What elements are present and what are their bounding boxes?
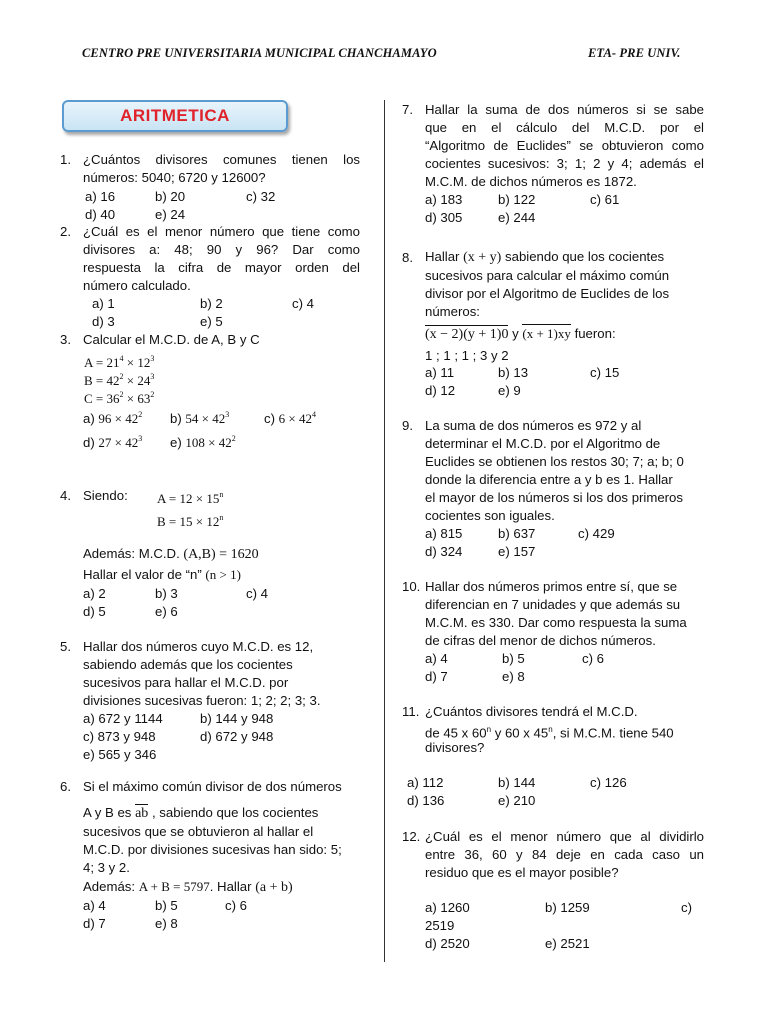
- option-d: d) 7: [425, 669, 448, 684]
- problem-text: Si el máximo común divisor de dos números: [83, 779, 342, 794]
- problem-number: 7.: [402, 102, 413, 117]
- option-c: c) 873 y 948: [83, 729, 156, 744]
- option-e: e) 5: [200, 314, 223, 329]
- option-c: c) 429: [578, 526, 615, 541]
- option-e: e) 244: [498, 210, 536, 225]
- problem-text: diferencian en 7 unidades y que además su: [425, 597, 681, 612]
- option-a: a) 11: [425, 365, 455, 380]
- option-d: d) 40: [85, 207, 116, 222]
- option-d: d) 5: [83, 604, 106, 619]
- option-a: a) 183: [425, 192, 463, 207]
- option-e: e) $108 \times 42^2$: [170, 434, 236, 450]
- option-a: a) 112: [407, 775, 444, 790]
- problem-number: 6.: [60, 779, 71, 794]
- section-title: ARITMETICA: [120, 106, 230, 125]
- problem-number: 3.: [60, 332, 71, 347]
- problem-text: cocientes son iguales.: [425, 508, 555, 523]
- option-e: e) 6: [155, 604, 178, 619]
- option-e: e) 8: [502, 669, 525, 684]
- problem-text: residuo que es el mayor posible?: [425, 865, 619, 880]
- option-e: e) 157: [498, 544, 536, 559]
- option-d: d) 136: [407, 793, 445, 808]
- option-a: a) 1: [92, 296, 115, 311]
- problem-text: Hallar la suma de dos números si se sabe: [425, 102, 704, 117]
- problem-text: M.C.M. es 330. Dar como respuesta la suma: [425, 615, 687, 630]
- problem-text: respuesta la cifra de mayor orden del: [83, 260, 360, 275]
- option-e: e) 24: [155, 207, 186, 222]
- option-e: e) 2521: [545, 936, 590, 951]
- option-b: b) 5: [155, 898, 178, 913]
- option-d: d) 324: [425, 544, 463, 559]
- option-a: a) 16: [85, 189, 116, 204]
- problem-text: de 45 x 60$^n$ y 60 x 45$^n$, si M.C.M. tiene 540: [425, 725, 674, 741]
- option-e: e) 565 y 346: [83, 747, 157, 762]
- problem-text: Hallar dos números cuyo M.C.D. es 12,: [83, 639, 314, 654]
- problem-text: “Algoritmo de Euclides” se obtuvieron como: [425, 138, 704, 153]
- option-b: b) 2: [200, 296, 223, 311]
- option-e: e) 8: [155, 916, 178, 931]
- problem-text: Siendo:: [83, 488, 128, 503]
- problem-text: divisor por el Algoritmo de Euclides de los: [425, 286, 670, 301]
- problem-number: 2.: [60, 224, 71, 239]
- option-e: e) 9: [498, 383, 521, 398]
- problem-number: 11.: [402, 704, 420, 719]
- option-c: c) 4: [246, 586, 268, 601]
- header-institution: CENTRO PRE UNIVERSITARIA MUNICIPAL CHANCHAMAYO: [82, 46, 437, 60]
- option-c: c) $6 \times 42^4$: [264, 410, 317, 426]
- section-title-box: [62, 100, 288, 132]
- option-b: b) 13: [498, 365, 529, 380]
- option-c: c) 61: [590, 192, 620, 207]
- option-a: a) 1260: [425, 900, 470, 915]
- problem-text: divisores?: [425, 740, 485, 755]
- equation-a: $A = 12 \times 15^n$: [157, 490, 224, 506]
- problem-number: 10.: [402, 579, 421, 594]
- problem-text: cocientes sucesivos: 3; 1; 2 y 4; además el: [425, 156, 704, 171]
- problem-text: divisiones sucesivas fueron: 1; 2; 2; 3; 3.: [83, 693, 321, 708]
- option-b: b) 1259: [545, 900, 590, 915]
- problem-text: (x − 2)(y + 1)0 y (x + 1)xy fueron:: [425, 326, 616, 342]
- option-a: a) $96 \times 42^2$: [83, 410, 143, 426]
- problem-number: 5.: [60, 639, 71, 654]
- equation-a: $A = 21^4 \times 12^3$: [84, 354, 155, 370]
- option-b: b) 3: [155, 586, 178, 601]
- problem-text: divisores a: 48; 90 y 96? Dar como: [83, 242, 360, 257]
- problem-text: entre 36, 60 y 84 deje en cada caso un: [425, 847, 704, 862]
- option-c: c) 6: [582, 651, 604, 666]
- option-d: d) 305: [425, 210, 463, 225]
- problem-text: sucesivos para hallar el M.C.D. por: [83, 675, 289, 690]
- problem-text: de cifras del menor de dichos números.: [425, 633, 656, 648]
- equation-b: $B = 15 \times 12^n$: [157, 513, 224, 529]
- option-a: a) 4: [83, 898, 106, 913]
- problem-text: La suma de dos números es 972 y al: [425, 418, 642, 433]
- problem-number: 9.: [402, 418, 413, 433]
- option-b: b) 144: [498, 775, 536, 790]
- problem-text: 4; 3 y 2.: [83, 860, 130, 875]
- option-d: d) 3: [92, 314, 115, 329]
- option-c: c): [681, 900, 692, 915]
- problem-text: ¿Cuántos divisores tendrá el M.C.D.: [425, 704, 638, 719]
- problem-text: Además: M.C.D. (A,B) = 1620: [83, 546, 259, 562]
- problem-text: M.C.M. de dichos números es 1872.: [425, 174, 637, 189]
- option-c: c) 4: [292, 296, 314, 311]
- problem-number: 8.: [402, 250, 413, 265]
- option-b: b) 637: [498, 526, 536, 541]
- option-d: d) 2520: [425, 936, 470, 951]
- option-d: d) $27 \times 42^3$: [83, 434, 143, 450]
- option-c: c) 6: [225, 898, 247, 913]
- option-a: a) 4: [425, 651, 448, 666]
- column-divider: [384, 100, 385, 962]
- problem-text: determinar el M.C.D. por el Algoritmo de: [425, 436, 661, 451]
- problem-text: números:: [425, 304, 480, 319]
- option-b: b) 122: [498, 192, 536, 207]
- option-a: a) 2: [83, 586, 106, 601]
- problem-text: números: 5040; 6720 y 12600?: [83, 170, 266, 185]
- option-a: a) 815: [425, 526, 463, 541]
- header-level: ETA- PRE UNIV.: [588, 46, 681, 60]
- problem-text: Hallar dos números primos entre sí, que se: [425, 579, 678, 594]
- option-c-value: 2519: [425, 918, 455, 933]
- option-b: b) 20: [155, 189, 186, 204]
- problem-text: 1 ; 1 ; 1 ; 3 y 2: [425, 348, 509, 363]
- option-c: c) 32: [246, 189, 276, 204]
- option-b: b) $54 \times 42^3$: [170, 410, 230, 426]
- problem-text: Hallar (x + y) sabiendo que los cocientes: [425, 249, 665, 265]
- option-e: e) 210: [498, 793, 536, 808]
- problem-text: número calculado.: [83, 278, 191, 293]
- problem-text: Hallar el valor de “n” (n > 1): [83, 567, 241, 582]
- option-d: d) 672 y 948: [200, 729, 274, 744]
- option-c: c) 126: [590, 775, 627, 790]
- problem-number: 12.: [402, 829, 421, 844]
- problem-text: ¿Cuántos divisores comunes tienen los: [83, 152, 360, 167]
- problem-text: Euclides se obtienen los restos 30; 7; a; b; 0: [425, 454, 684, 469]
- option-b: b) 144 y 948: [200, 711, 274, 726]
- equation-b: $B = 42^2 \times 24^3$: [84, 372, 155, 388]
- problem-number: 1.: [60, 152, 71, 167]
- problem-text: Calcular el M.C.D. de A, B y C: [83, 332, 260, 347]
- option-b: b) 5: [502, 651, 525, 666]
- problem-text: ¿Cuál es el menor número que tiene como: [83, 224, 360, 239]
- problem-text: que en el cálculo del M.C.D. por el: [425, 120, 704, 135]
- problem-text: Además: A + B = 5797. Hallar (a + b): [83, 879, 293, 895]
- problem-text: sabiendo además que los cocientes: [83, 657, 293, 672]
- problem-text: sucesivos que se obtuvieron al hallar el: [83, 824, 314, 839]
- problem-text: el mayor de los números si los dos primeros: [425, 490, 683, 505]
- problem-text: A y B es ab , sabiendo que los cocientes: [83, 805, 319, 821]
- problem-text: ¿Cuál es el menor número que al dividirlo: [425, 829, 704, 844]
- option-d: d) 7: [83, 916, 106, 931]
- option-c: c) 15: [590, 365, 620, 380]
- problem-text: M.C.D. por divisiones sucesivas han sido: 5;: [83, 842, 342, 857]
- option-d: d) 12: [425, 383, 456, 398]
- problem-text: donde la diferencia entre a y b es 1. Hallar: [425, 472, 673, 487]
- problem-number: 4.: [60, 488, 71, 503]
- equation-c: $C = 36^2 \times 63^2$: [84, 390, 155, 406]
- option-a: a) 672 y 1144: [83, 711, 163, 726]
- problem-text: sucesivos para calcular el máximo común: [425, 268, 670, 283]
